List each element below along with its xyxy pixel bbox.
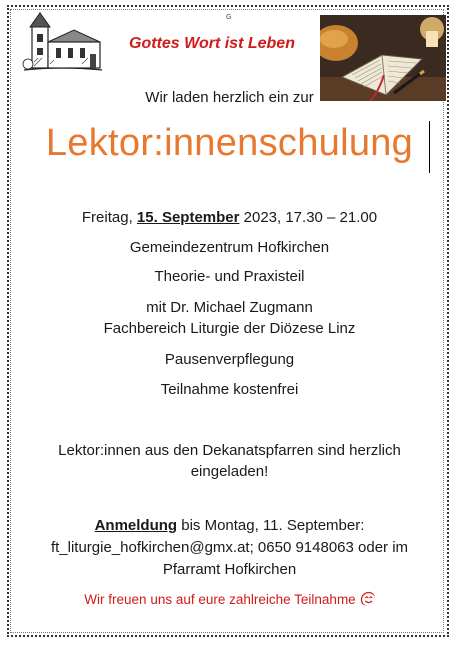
registration-label: Anmeldung — [94, 517, 178, 534]
catering-text: Pausenverpflegung — [164, 351, 295, 368]
event-date: 15. September — [136, 209, 240, 226]
smiley-icon — [360, 591, 375, 606]
date-line — [0, 207, 459, 228]
location-text: Gemeindezentrum Hofkirchen — [129, 239, 330, 256]
audience-line-1: Lektor:innen aus den Dekanatspfarren sind herzlich — [58, 442, 401, 459]
fee-text: Teilnahme kostenfrei — [160, 381, 299, 398]
header-title: Gottes Wort ist Leben — [129, 35, 295, 52]
registration-place: Pfarramt Hofkirchen — [162, 561, 297, 578]
date-prefix: Freitag, — [81, 209, 137, 226]
closing-label: Wir freuen uns auf eure zahlreiche Teilnahme — [84, 592, 356, 607]
text-cursor — [429, 121, 430, 173]
church-icon — [22, 12, 104, 74]
theme-text: Theorie- und Praxisteil — [154, 268, 305, 285]
speaker-role: Fachbereich Liturgie der Diözese Linz — [103, 320, 356, 337]
registration-contact: ft_liturgie_hofkirchen@gmx.at; 0650 9148063 oder im — [50, 539, 409, 556]
main-title: Lektor:innenschulung — [45, 122, 414, 164]
registration-line — [0, 515, 459, 536]
speaker-name: mit Dr. Michael Zugmann — [146, 299, 313, 316]
audience-line-2: eingeladen! — [190, 463, 269, 480]
invite-text: Wir laden herzlich ein zur — [145, 89, 314, 106]
registration-deadline: bis Montag, 11. September: — [177, 517, 365, 534]
header-marker: G — [226, 14, 232, 21]
closing-text — [0, 591, 459, 607]
date-suffix: 2023, 17.30 – 21.00 — [239, 209, 378, 226]
